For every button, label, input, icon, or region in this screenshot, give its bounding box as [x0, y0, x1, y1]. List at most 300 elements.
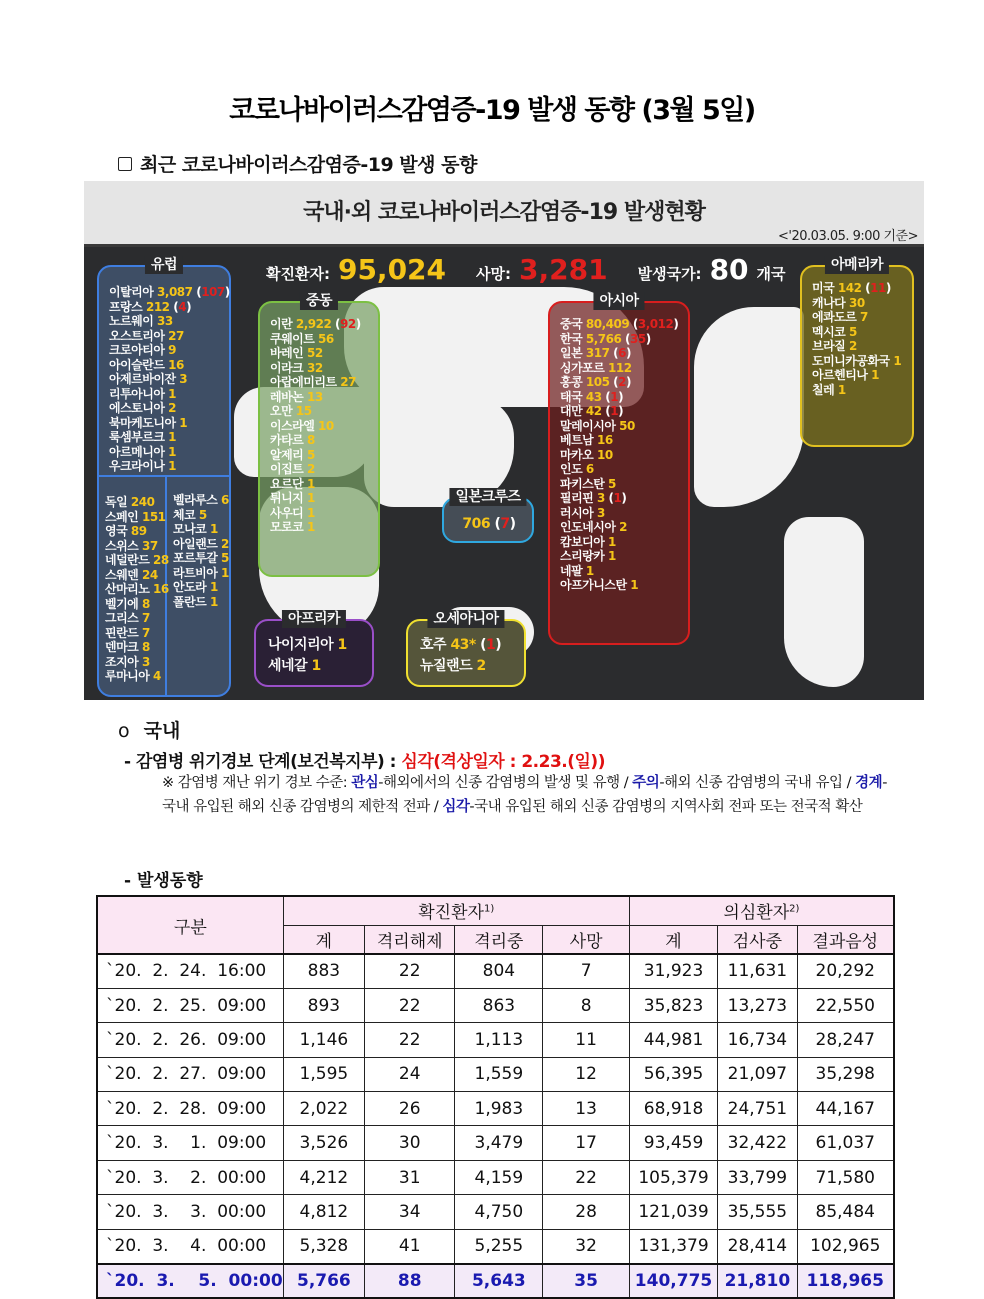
- countries-value: 80: [709, 253, 749, 286]
- row-date: `20. 2. 28. 09:00: [97, 1092, 283, 1126]
- country-cases: 8: [306, 433, 315, 447]
- country-cases: 1: [306, 505, 315, 520]
- country-item: [270, 506, 370, 521]
- country-name: 북마케도니아: [109, 415, 180, 430]
- country-deaths: 92: [340, 317, 356, 331]
- country-name: 에콰도르: [812, 310, 861, 324]
- country-item: [560, 477, 680, 492]
- country-cases: 1: [209, 522, 218, 536]
- row-value: 26: [365, 1092, 455, 1126]
- country-cases: 5,766: [585, 331, 622, 346]
- country-item: [105, 669, 169, 684]
- header-released: 격리해제: [365, 925, 455, 954]
- row-value: 3,479: [455, 1126, 543, 1160]
- country-item: [270, 448, 370, 463]
- europe-top-list: [109, 285, 230, 474]
- table-row: [97, 1195, 894, 1229]
- level-desc-4: -국내 유입된 해외 신종 감염병의 지역사회 전파 또는 전국적 확산: [469, 799, 863, 815]
- country-item: 한국 5,766 (35): [560, 331, 651, 346]
- row-value: 5,328: [283, 1229, 364, 1263]
- country-cases: 2: [619, 520, 627, 534]
- row-value: 41: [365, 1229, 455, 1263]
- row-value: 3,526: [283, 1126, 364, 1160]
- header-suspected-total: 계: [629, 925, 717, 954]
- cruise-cases: 706: [462, 516, 491, 532]
- region-americas: [800, 257, 914, 447]
- table-row: [97, 1264, 894, 1298]
- country-item: [812, 339, 904, 354]
- alert-prefix: - 감염병 위기경보 단계(보건복지부) :: [124, 752, 402, 772]
- country-name: 뉴질랜드: [420, 658, 477, 674]
- country-item: [560, 462, 680, 477]
- country-item: [173, 580, 229, 595]
- country-cases: 43*: [450, 637, 476, 653]
- country-cases: 13: [306, 389, 323, 404]
- country-item: [270, 390, 370, 405]
- country-deaths: 4: [178, 299, 187, 314]
- country-name: 말레이시아: [560, 418, 620, 433]
- deaths-label: 사망:: [476, 265, 512, 283]
- country-cases: 1: [871, 368, 879, 382]
- country-name: 캄보디아: [560, 534, 609, 549]
- country-cases: 1: [168, 459, 176, 473]
- country-deaths: 1: [610, 404, 619, 418]
- country-name: 싱가포르: [560, 360, 609, 375]
- country-name: 러시아: [560, 505, 597, 520]
- row-value: 88: [365, 1264, 455, 1298]
- country-cases: 7: [860, 310, 868, 324]
- country-item: [105, 626, 169, 641]
- country-cases: 2: [306, 462, 315, 476]
- country-name: 이스라엘: [270, 418, 319, 433]
- world-status-infographic: [84, 181, 924, 700]
- level-desc-1: -해외에서의 신종 감염병의 발생 및 유행 /: [378, 775, 633, 791]
- country-name: 아제르바이잔: [109, 372, 180, 386]
- country-name: 인도네시아: [560, 520, 620, 534]
- row-value: 12: [543, 1057, 629, 1091]
- header-testing: 검사중: [718, 925, 797, 954]
- country-cases: 27: [340, 375, 356, 389]
- table-row: [97, 1229, 894, 1263]
- header-negative: 결과음성: [797, 925, 894, 954]
- country-name: 파키스탄: [560, 476, 609, 491]
- row-value: 22: [365, 954, 455, 988]
- row-value: 4,750: [455, 1195, 543, 1229]
- country-name: 스리랑카: [560, 549, 609, 563]
- country-name: 이라크: [270, 360, 307, 375]
- country-cases: 43: [585, 389, 602, 404]
- level-name-3: 경계: [855, 775, 883, 791]
- europe-list-col2: [173, 493, 229, 609]
- country-name: 한국: [560, 331, 586, 346]
- country-deaths: 2: [618, 375, 626, 389]
- alert-level-value: 심각(격상일자 : 2.23.(일)): [401, 752, 605, 772]
- country-item: [109, 329, 221, 344]
- country-cases: 1: [168, 386, 176, 401]
- country-item: [560, 578, 680, 593]
- country-deaths: 6: [618, 346, 626, 360]
- row-value: 24,751: [718, 1092, 797, 1126]
- country-item: [105, 640, 169, 655]
- country-name: 세네갈: [268, 658, 312, 674]
- region-middle-east: [258, 293, 380, 577]
- row-value: 118,965: [797, 1264, 894, 1298]
- row-date: `20. 3. 5. 00:00: [97, 1264, 283, 1298]
- country-cases: 317: [585, 346, 610, 360]
- confirmed-value: 95,024: [337, 253, 447, 286]
- domestic-bullet: o: [118, 720, 130, 742]
- country-item: 이탈리아 3,087 (107): [109, 285, 230, 299]
- section-heading: [118, 150, 477, 177]
- country-name: 룩셈부르크: [109, 430, 169, 444]
- country-cases: 5: [198, 507, 207, 522]
- country-cases: 142: [837, 281, 862, 295]
- country-cases: 1: [337, 637, 347, 653]
- country-item: [270, 462, 370, 477]
- table-row: [97, 1160, 894, 1194]
- region-europe-title: 유럽: [145, 256, 183, 274]
- row-value: 1,146: [283, 1023, 364, 1057]
- country-item: [109, 314, 221, 329]
- row-value: 33,799: [718, 1160, 797, 1194]
- table-row: [97, 1023, 894, 1057]
- country-item: [105, 539, 169, 554]
- country-item: [109, 358, 221, 373]
- country-cases: 3: [596, 491, 605, 505]
- country-name: 대만: [560, 404, 586, 418]
- row-value: 5,255: [455, 1229, 543, 1263]
- table-row: [97, 988, 894, 1022]
- header-deaths: 사망: [543, 925, 629, 954]
- country-cases: 27: [168, 328, 184, 343]
- country-name: 그리스: [105, 611, 142, 625]
- world-map: [84, 247, 924, 700]
- country-item: [105, 611, 169, 626]
- country-cases: 1: [306, 476, 315, 491]
- country-cases: 1: [608, 549, 616, 563]
- row-value: 68,918: [629, 1092, 717, 1126]
- country-item: 홍콩 105 (2): [560, 375, 631, 389]
- country-name: 브라질: [812, 339, 849, 353]
- row-value: 22: [543, 1160, 629, 1194]
- country-item: [173, 508, 229, 523]
- row-value: 21,810: [718, 1264, 797, 1298]
- region-asia-title: 아시아: [593, 292, 644, 310]
- row-value: 28,414: [718, 1229, 797, 1263]
- country-name: 나이지리아: [268, 637, 338, 653]
- country-cases: 89: [130, 524, 147, 538]
- row-date: `20. 2. 24. 16:00: [97, 954, 283, 988]
- row-value: 883: [283, 954, 364, 988]
- country-cases: 32: [306, 360, 323, 375]
- country-name: 아일랜드: [173, 536, 222, 551]
- country-name: 아이슬란드: [109, 357, 169, 372]
- country-name: 카타르: [270, 433, 307, 447]
- row-value: 16,734: [718, 1023, 797, 1057]
- domestic-heading-text: 국내: [143, 720, 181, 742]
- global-summary: [266, 253, 786, 286]
- row-value: 85,484: [797, 1195, 894, 1229]
- country-item: [560, 506, 680, 521]
- country-name: 독일: [105, 495, 131, 509]
- table-row: [97, 1126, 894, 1160]
- level-desc-2: -해외 신종 감염병의 국내 유입 /: [659, 775, 856, 791]
- country-deaths: 35: [630, 331, 646, 346]
- country-cases: 1: [630, 578, 639, 592]
- country-name: 안도라: [173, 580, 210, 594]
- infographic-header: [84, 181, 924, 247]
- country-name: 마카오: [560, 447, 597, 462]
- country-cases: 1: [221, 565, 229, 580]
- row-value: 4,159: [455, 1160, 543, 1194]
- country-cases: 105: [585, 375, 610, 389]
- country-item: [270, 419, 370, 434]
- country-name: 에스토니아: [109, 401, 169, 415]
- country-name: 베트남: [560, 433, 597, 447]
- country-item: [105, 510, 169, 525]
- country-item: [560, 448, 680, 463]
- country-item: [109, 343, 221, 358]
- europe-list-col1: [105, 495, 169, 684]
- row-value: 20,292: [797, 954, 894, 988]
- country-cases: 1: [306, 520, 315, 534]
- country-cases: 56: [318, 331, 334, 346]
- note-mark: ※: [162, 775, 174, 791]
- level-name-1: 관심: [351, 775, 379, 791]
- row-value: 32: [543, 1229, 629, 1263]
- country-item: [812, 325, 904, 340]
- country-item: 이란 2,922 (92): [270, 317, 361, 331]
- row-value: 5,766: [283, 1264, 364, 1298]
- country-name: 오스트리아: [109, 328, 169, 343]
- row-value: 893: [283, 988, 364, 1022]
- country-cases: 3: [179, 372, 188, 386]
- row-value: 31,923: [629, 954, 717, 988]
- country-name: 산마리노: [105, 582, 154, 596]
- row-value: 1,595: [283, 1057, 364, 1091]
- country-name: 프랑스: [109, 299, 146, 314]
- country-name: 칠레: [812, 382, 838, 397]
- row-value: 863: [455, 988, 543, 1022]
- country-cases: 212: [145, 299, 170, 314]
- table-row: [97, 954, 894, 988]
- country-item: [270, 346, 370, 361]
- row-value: 4,812: [283, 1195, 364, 1229]
- country-item: 대만 42 (1): [560, 404, 624, 418]
- country-item: [173, 551, 229, 566]
- row-value: 11: [543, 1023, 629, 1057]
- country-cases: 1: [168, 444, 176, 459]
- country-name: 스위스: [105, 538, 142, 553]
- country-cases: 7: [141, 625, 150, 640]
- region-middle-east-title: 중동: [300, 292, 338, 310]
- europe-divider: [97, 475, 231, 477]
- row-value: 71,580: [797, 1160, 894, 1194]
- country-item: [109, 401, 221, 416]
- country-deaths: 11: [870, 281, 886, 295]
- level-name-4: 심각: [442, 799, 470, 815]
- oceania-list: [420, 635, 516, 677]
- row-value: 4,212: [283, 1160, 364, 1194]
- alert-level-line: [124, 747, 605, 772]
- row-value: 131,379: [629, 1229, 717, 1263]
- table-row: [97, 1057, 894, 1091]
- country-item: [560, 433, 680, 448]
- country-cases: 1: [585, 563, 594, 578]
- country-cases: 112: [608, 360, 632, 375]
- asia-list: [560, 317, 680, 593]
- country-cases: 33: [157, 314, 173, 328]
- country-item: 호주 43* (1): [420, 637, 502, 653]
- row-value: 35,823: [629, 988, 717, 1022]
- table-row: [97, 1092, 894, 1126]
- country-item: 프랑스 212 (4): [109, 299, 192, 314]
- country-item: [105, 655, 169, 670]
- row-value: 121,039: [629, 1195, 717, 1229]
- country-item: [560, 419, 680, 434]
- country-cases: 240: [130, 495, 155, 509]
- region-japan-cruise: 일본크루즈 706 (7): [442, 497, 534, 543]
- country-cases: 3,087: [157, 285, 193, 299]
- country-item: [560, 520, 680, 535]
- region-americas-title: 아메리카: [825, 256, 889, 274]
- country-cases: 1: [837, 382, 846, 397]
- country-item: [812, 368, 904, 383]
- country-name: 벨라루스: [173, 493, 222, 507]
- level-name-2: 주의: [632, 775, 660, 791]
- country-item: 필리핀 3 (1): [560, 491, 627, 505]
- header-confirmed: 확진환자$^{1)}$: [283, 896, 629, 925]
- country-cases: 52: [306, 346, 323, 360]
- country-cases: 24: [141, 567, 158, 582]
- row-value: 34: [365, 1195, 455, 1229]
- country-cases: 1: [209, 594, 218, 609]
- country-cases: 50: [619, 418, 635, 433]
- row-date: `20. 3. 2. 00:00: [97, 1160, 283, 1194]
- infographic-basis-date: <'20.03.05. 9:00 기준>: [778, 229, 918, 244]
- country-cases: 5: [848, 324, 857, 339]
- country-name: 영국: [105, 524, 131, 538]
- country-name: 쿠웨이트: [270, 331, 319, 346]
- country-item: [173, 595, 229, 610]
- country-name: 스웨덴: [105, 567, 142, 582]
- country-item: [812, 296, 904, 311]
- row-value: 44,981: [629, 1023, 717, 1057]
- country-deaths: 1: [610, 389, 619, 404]
- middle-east-list: [270, 317, 370, 535]
- country-cases: 7: [141, 611, 150, 625]
- country-cases: 6: [221, 493, 229, 507]
- country-name: 홍콩: [560, 375, 586, 389]
- country-item: [173, 493, 229, 508]
- country-cases: 1: [608, 534, 616, 549]
- country-cases: 4: [153, 669, 161, 683]
- country-cases: 9: [168, 343, 176, 357]
- row-value: 61,037: [797, 1126, 894, 1160]
- country-deaths: 3,012: [637, 317, 674, 331]
- country-cases: 2: [168, 401, 176, 415]
- country-name: 필리핀: [560, 491, 597, 505]
- country-cases: 1: [306, 491, 315, 505]
- country-name: 벨기에: [105, 596, 142, 611]
- row-value: 804: [455, 954, 543, 988]
- africa-list: [268, 635, 364, 677]
- country-cases: 1: [893, 353, 902, 368]
- infographic-title: 국내·외 코로나바이러스감염증-19 발생현황: [303, 200, 705, 225]
- region-africa-title: 아프리카: [282, 610, 346, 628]
- domestic-trend-table: [96, 895, 895, 1299]
- country-name: 도미니카공화국: [812, 353, 894, 368]
- countries-unit: 개국: [756, 265, 786, 283]
- country-deaths: 1: [613, 491, 622, 505]
- row-value: 17: [543, 1126, 629, 1160]
- country-name: 바레인: [270, 346, 307, 360]
- row-value: 102,965: [797, 1229, 894, 1263]
- country-cases: 16: [596, 433, 613, 447]
- region-africa: [254, 611, 374, 687]
- row-value: 21,097: [718, 1057, 797, 1091]
- country-name: 핀란드: [105, 625, 142, 640]
- countries-label: 발생국가:: [637, 265, 702, 283]
- country-cases: 5: [608, 476, 616, 491]
- country-name: 멕시코: [812, 324, 849, 339]
- country-cases: 42: [585, 404, 602, 418]
- region-japan-cruise-title: 일본크루즈: [449, 488, 526, 506]
- row-value: 93,459: [629, 1126, 717, 1160]
- country-name: 튀니지: [270, 491, 307, 505]
- land-north-america: [694, 307, 804, 507]
- land-south-america: [784, 517, 864, 687]
- country-name: 모나코: [173, 522, 210, 536]
- country-name: 모로코: [270, 520, 307, 534]
- country-item: [109, 387, 221, 402]
- row-date: `20. 3. 3. 00:00: [97, 1195, 283, 1229]
- row-value: 140,775: [629, 1264, 717, 1298]
- country-cases: 37: [141, 538, 158, 553]
- row-value: 30: [365, 1126, 455, 1160]
- country-item: 태국 43 (1): [560, 389, 624, 404]
- country-item: [270, 433, 370, 448]
- country-cases: 16: [168, 357, 184, 372]
- country-name: 일본: [560, 346, 586, 360]
- row-value: 28: [543, 1195, 629, 1229]
- country-name: 루마니아: [105, 669, 154, 683]
- country-cases: 2: [848, 339, 857, 353]
- country-item: [105, 568, 169, 583]
- country-cases: 1: [168, 430, 176, 444]
- country-cases: 28: [153, 553, 169, 567]
- country-item: [270, 361, 370, 376]
- country-name: 조지아: [105, 654, 142, 669]
- country-name: 요르단: [270, 476, 307, 491]
- country-item: [268, 635, 364, 656]
- region-oceania-title: 오세아니아: [427, 610, 504, 628]
- country-item: [109, 459, 221, 474]
- country-cases: 6: [585, 462, 594, 476]
- country-name: 노르웨이: [109, 314, 158, 328]
- country-item: [105, 597, 169, 612]
- note-lead: 감염병 재난 위기 경보 수준:: [177, 775, 352, 791]
- country-item: [560, 361, 680, 376]
- country-item: [105, 524, 169, 539]
- region-oceania: [406, 611, 526, 687]
- row-date: `20. 3. 4. 00:00: [97, 1229, 283, 1263]
- country-item: 미국 142 (11): [812, 281, 891, 295]
- level-desc-3: -국내 유입된 해외 신종 감염병의 제한적 전파 /: [162, 775, 887, 815]
- country-name: 레바논: [270, 389, 307, 404]
- country-item: [420, 656, 516, 677]
- section-heading-text: 최근 코로나바이러스감염증-19 발생 동향: [140, 154, 477, 176]
